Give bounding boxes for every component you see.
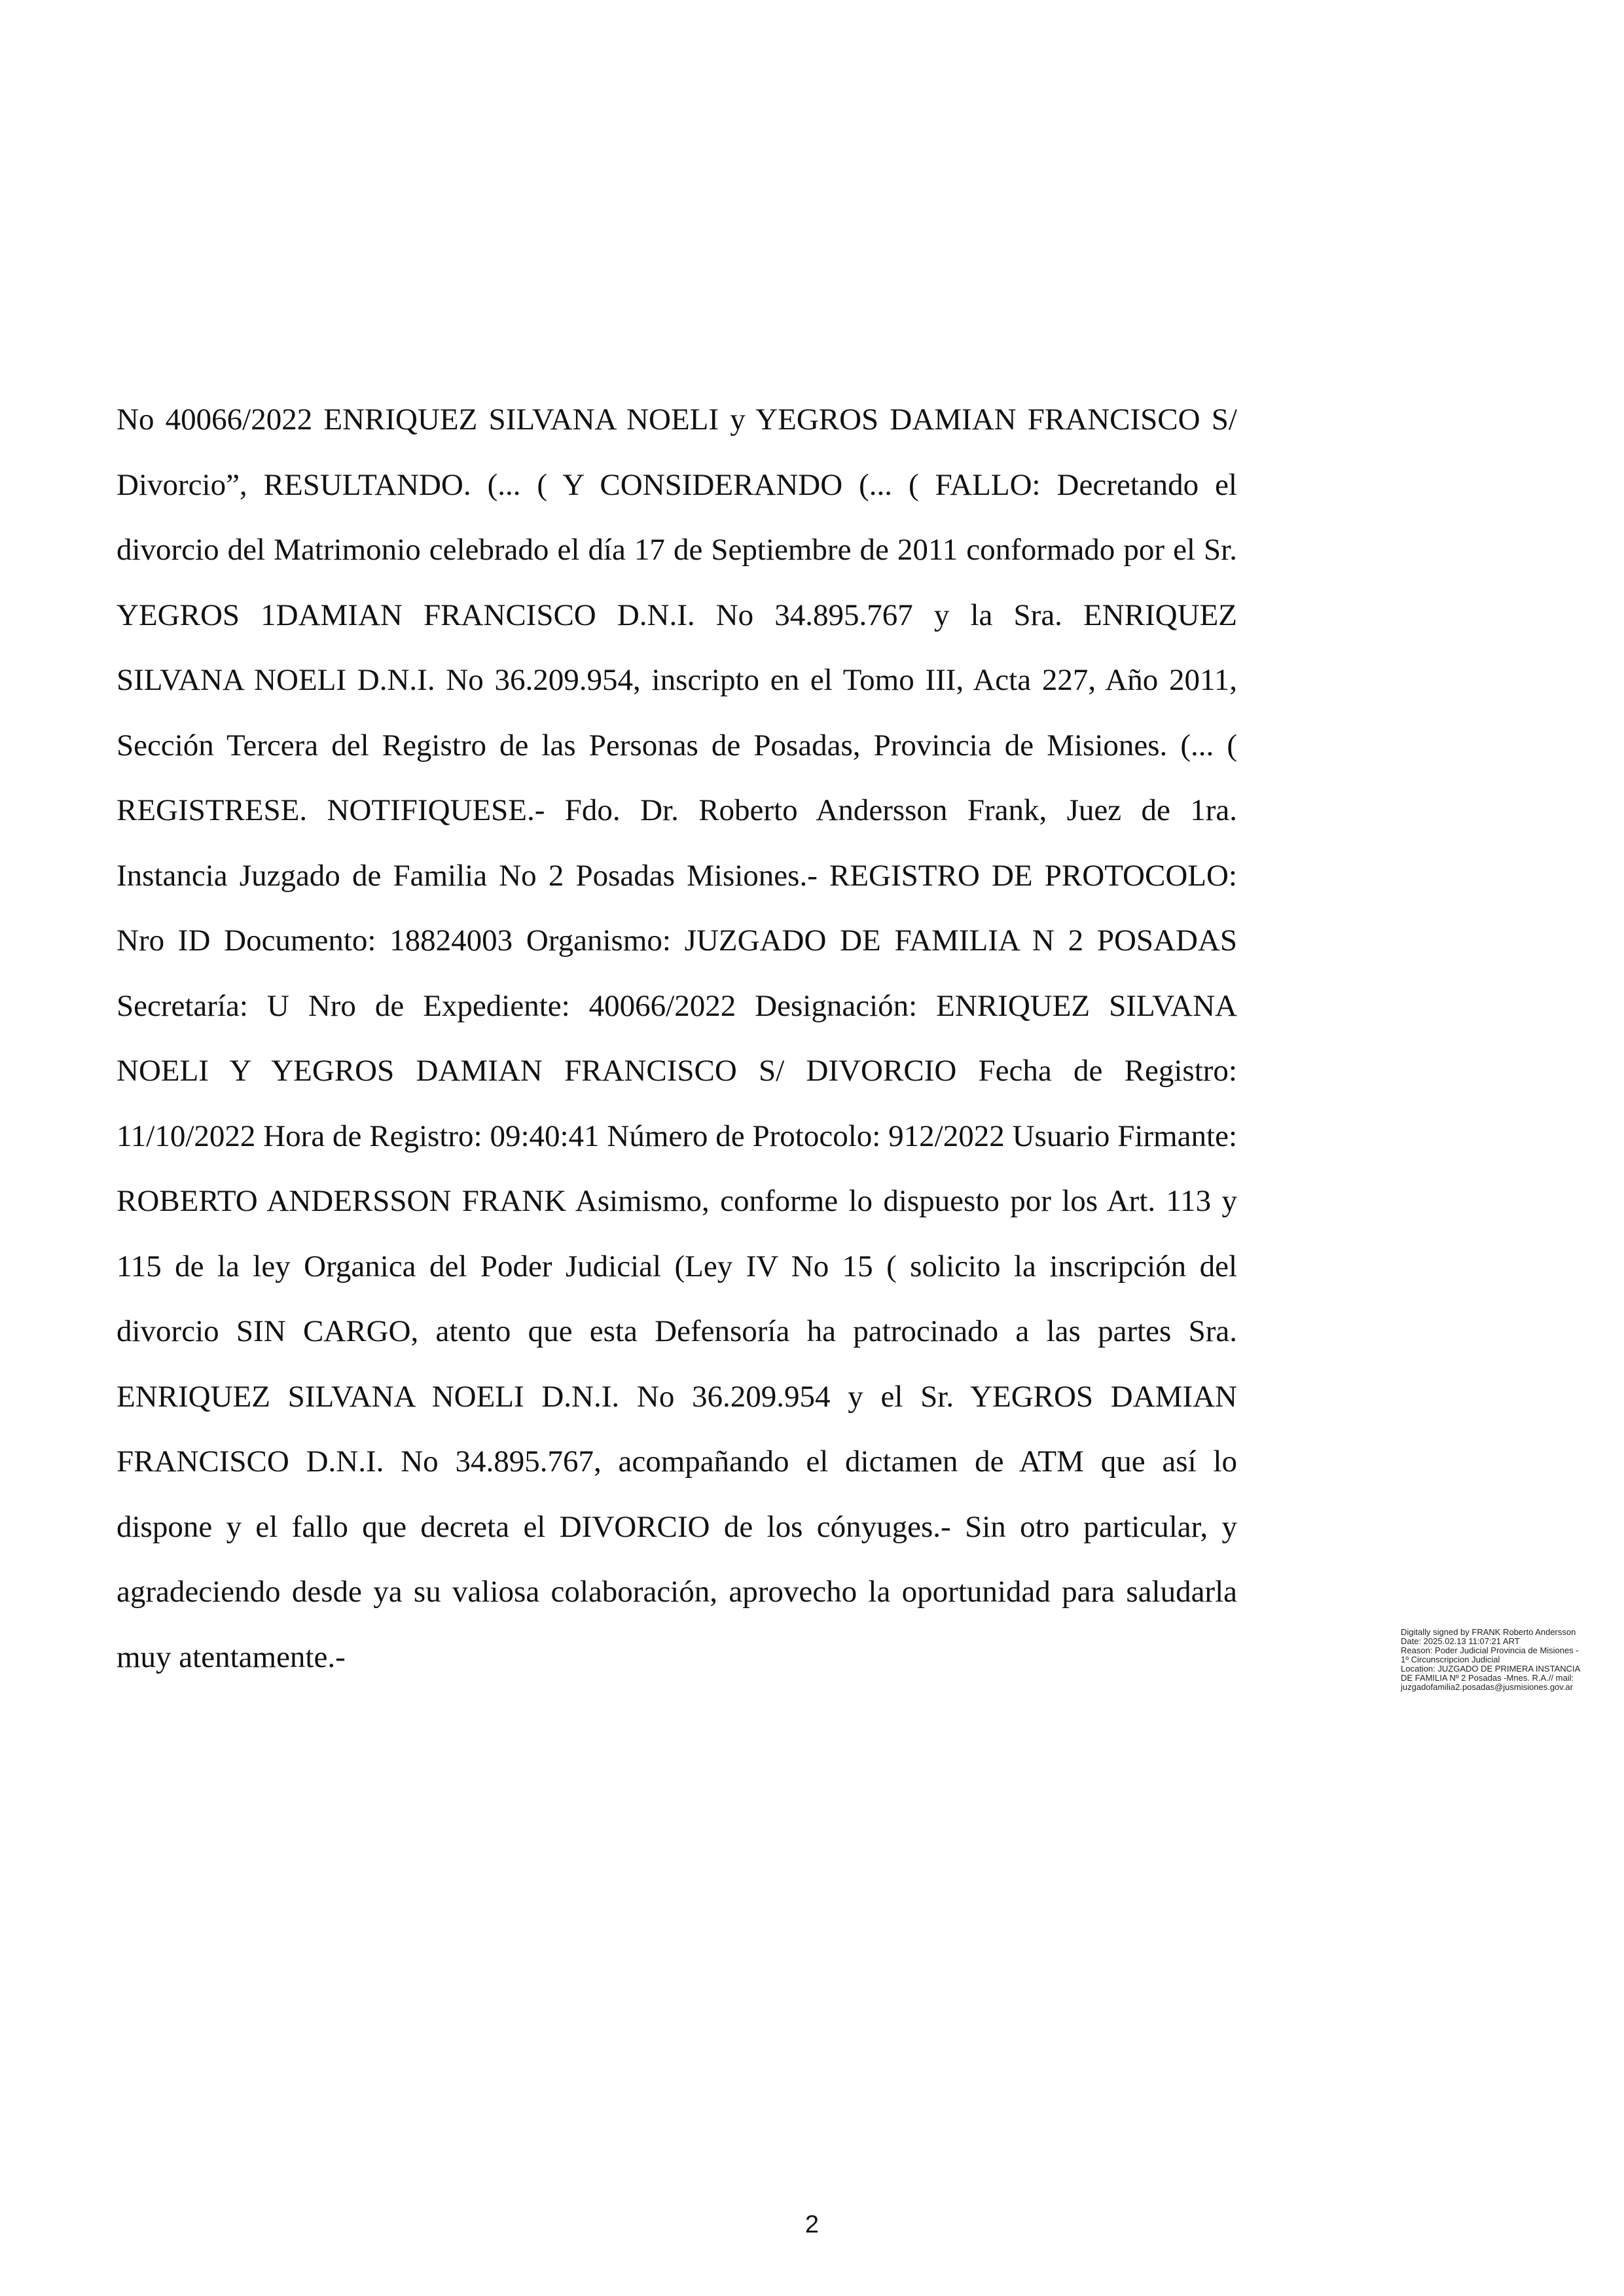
signature-location-line-2: DE FAMILIA Nº 2 Posadas -Mnes. R.A.// mail: <box>1401 1673 1574 1683</box>
digital-signature-stamp <box>1401 1628 1604 1692</box>
signature-location-line: Location: JUZGADO DE PRIMERA INSTANCIA <box>1401 1664 1581 1674</box>
signature-reason-line: Reason: Poder Judicial Provincia de Misiones - <box>1401 1645 1579 1655</box>
signature-reason-line-2: 1º Circunscripcion Judicial <box>1401 1655 1500 1664</box>
signature-mail-line: juzgadofamilia2.posadas@jusmisiones.gov.ar <box>1401 1682 1573 1692</box>
page-number: 2 <box>804 2211 820 2238</box>
signature-date-line: Date: 2025.02.13 11:07:21 ART <box>1401 1636 1520 1646</box>
document-body-text: No 40066/2022 ENRIQUEZ SILVANA NOELI y YEGROS DAMIAN FRANCISCO S/ Divorcio”, RESULTANDO. (... ( Y CONSIDERANDO (... ( FALLO: Decretando el divorcio del Matrimonio celebrado el día 17 de Septiembre de 2011 conformado por el Sr. YEGROS 1DAMIAN FRANCISCO D.N.I. No 34.895.767 y la Sra. ENRIQUEZ SILVANA NOELI D.N.I. No 36.209.954, inscripto en el Tomo III, Acta 227, Año 2011, Sección Tercera del Registro de las Personas de Posadas, Provincia de Misiones. (... ( REGISTRESE. NOTIFIQUESE.- Fdo. Dr. Roberto Andersson Frank, Juez de 1ra. Instancia Juzgado de Familia No 2 Posadas Misiones.- REGISTRO DE PROTOCOLO: Nro ID Documento: 18824003 Organismo: JUZGADO DE FAMILIA N 2 POSADAS Secretaría: U Nro de Expediente: 40066/2022 Designación: ENRIQUEZ SILVANA NOELI Y YEGROS DAMIAN FRANCISCO S/ DIVORCIO Fecha de Registro: 11/10/2022 Hora de Registro: 09:40:41 Número de Protocolo: 912/2022 Usuario Firmante: ROBERTO ANDERSSON FRANK Asimismo, conforme lo dispuesto por los Art. 113 y 115 de la ley Organica del Poder Judicial (Ley IV No 15 ( solicito la inscripción del divorcio SIN CARGO, atento que esta Defensoría ha patrocinado a las partes Sra. ENRIQUEZ SILVANA NOELI D.N.I. No 36.209.954 y el Sr. YEGROS DAMIAN FRANCISCO D.N.I. No 34.895.767, acompañando el dictamen de ATM que así lo dispone y el fallo que decreta el DIVORCIO de los cónyuges.- Sin otro particular, y agradeciendo desde ya su valiosa colaboración, aprovecho la oportunidad para saludarla muy atentamente.- <box>117 403 1237 1674</box>
signature-signer-line: Digitally signed by FRANK Roberto Andersson <box>1401 1627 1576 1637</box>
